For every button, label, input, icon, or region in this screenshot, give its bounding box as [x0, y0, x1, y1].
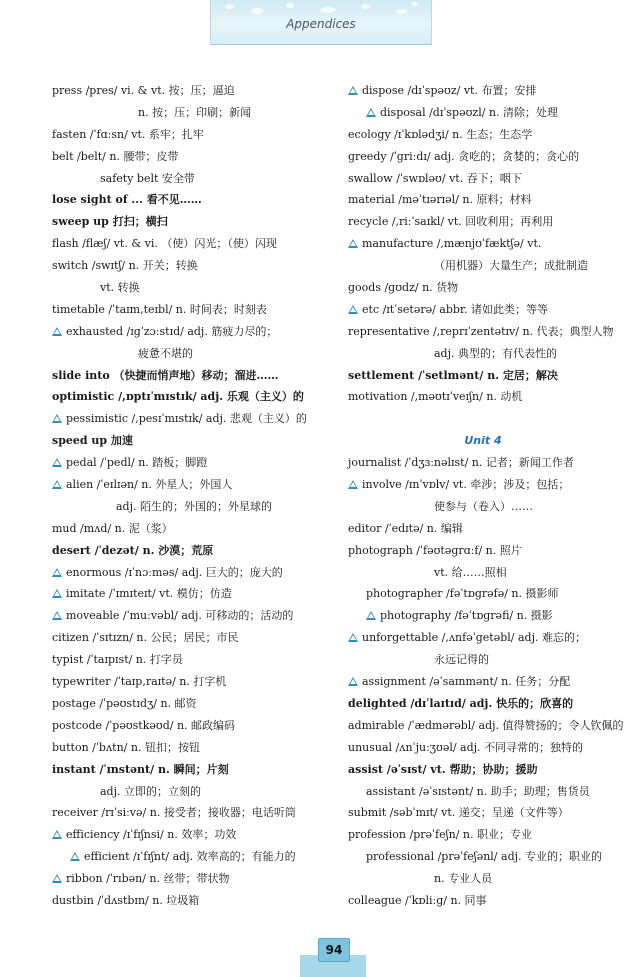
- vocab-entry-text: safety belt 安全带: [100, 171, 195, 185]
- vocab-entry: [52, 474, 322, 496]
- vocab-entry: [52, 124, 322, 146]
- vocab-entry-text: sweep up 打扫；横扫: [52, 215, 168, 229]
- vocab-entry: [52, 255, 322, 277]
- triangle-icon: [52, 611, 62, 620]
- vocab-entry: [348, 846, 618, 868]
- vocab-entry-text: slide into （快捷而悄声地）移动；溜进……: [52, 368, 279, 382]
- triangle-icon: [366, 611, 376, 620]
- vocab-entry-text: speed up 加速: [52, 434, 133, 448]
- bubble-decoration: [361, 4, 370, 9]
- vocab-entry-text: swallow /ˈswɒləʊ/ vt. 吞下；咽下: [348, 171, 522, 185]
- vocab-entry-text: motivation /,məʊtɪˈveɪʃn/ n. 动机: [348, 390, 523, 404]
- bubble-decoration: [286, 3, 294, 8]
- vocab-entry-text: n. 按；压；印刷；新闻: [138, 105, 252, 119]
- vocab-entry: [348, 408, 618, 430]
- vocab-entry: [348, 540, 618, 562]
- vocab-entry-text: alien /ˈeɪlɪən/ n. 外星人；外国人: [66, 478, 233, 492]
- vocab-entry: [52, 605, 322, 627]
- triangle-icon: [348, 86, 358, 95]
- vocab-entry: [348, 781, 618, 803]
- vocab-entry-text: lose sight of ... 看不见……: [52, 193, 202, 207]
- vocab-entry-text: flash /flæʃ/ vt. & vi. （使）闪光；（使）闪现: [52, 237, 277, 251]
- vocab-entry-text: exhausted /ɪgˈzɔːstɪd/ adj. 筋疲力尽的；: [66, 324, 278, 338]
- triangle-icon: [52, 589, 62, 598]
- vocab-entry: [52, 386, 322, 408]
- vocab-entry: [52, 518, 322, 540]
- vocab-entry: [348, 168, 618, 190]
- vocab-entry: [348, 518, 618, 540]
- vocab-entry-text: disposal /dɪˈspəʊzl/ n. 清除；处理: [380, 105, 558, 119]
- vocab-entry-text: ecology /ɪˈkɒlədʒi/ n. 生态；生态学: [348, 127, 533, 141]
- vocab-entry: [348, 562, 618, 584]
- vocab-entry-text: photographer /fəˈtɒgrəfə/ n. 摄影师: [366, 587, 559, 601]
- vocab-entry: [348, 299, 618, 321]
- left-column: [52, 80, 322, 912]
- vocab-entry-text: adj. 立即的；立刻的: [100, 784, 202, 798]
- vocab-entry-text: photography /fəˈtɒgrəfi/ n. 摄影: [380, 609, 553, 623]
- triangle-icon: [52, 830, 62, 839]
- vocab-entry-text: settlement /ˈsetlmənt/ n. 定居；解决: [348, 368, 558, 382]
- vocab-entry-text: submit /səbˈmɪt/ vt. 递交；呈递（文件等）: [348, 806, 569, 820]
- vocab-entry-text: goods /gʊdz/ n. 货物: [348, 281, 459, 295]
- bubble-decoration: [411, 2, 418, 6]
- vocab-entry-text: dispose /dɪˈspəʊz/ vt. 布置；安排: [362, 84, 537, 97]
- vocab-entry: [348, 474, 618, 496]
- vocab-entry-text: representative /,reprɪˈzentətɪv/ n. 代表；典型人物: [348, 324, 614, 338]
- vocab-entry-text: moveable /ˈmuːvəbl/ adj. 可移动的；活动的: [66, 609, 294, 623]
- vocab-entry: [348, 277, 618, 299]
- vocab-entry-text: adj. 典型的；有代表性的: [434, 346, 558, 360]
- vocab-entry-text: colleague /ˈkɒliːg/ n. 同事: [348, 893, 487, 907]
- bubble-decoration: [225, 4, 234, 9]
- vocab-entry-text: efficient /ɪˈfɪʃnt/ adj. 效率高的；有能力的: [84, 850, 296, 864]
- vocab-entry-text: belt /belt/ n. 腰带；皮带: [52, 149, 179, 163]
- vocab-entry: [52, 299, 322, 321]
- vocab-entry: [348, 124, 618, 146]
- vocab-entry: [52, 233, 322, 255]
- triangle-icon: [52, 327, 62, 336]
- vocab-entry-text: pedal /ˈpedl/ n. 踏板；脚蹬: [66, 456, 208, 470]
- vocab-entry: [348, 824, 618, 846]
- vocab-entry-text: pessimistic /,pesɪˈmɪstɪk/ adj. 悲观（主义）的: [66, 412, 307, 426]
- vocab-entry: [348, 452, 618, 474]
- vocab-entry: [52, 102, 322, 124]
- vocab-entry-text: involve /ɪnˈvɒlv/ vt. 牵涉；涉及；包括；: [362, 478, 570, 492]
- vocab-entry: [52, 343, 322, 365]
- triangle-icon: [348, 480, 358, 489]
- vocab-entry-text: 永远记得的: [434, 653, 489, 667]
- right-column: [348, 80, 624, 912]
- vocab-entry-text: n. 专业人员: [434, 872, 493, 886]
- vocab-entry: [348, 890, 618, 912]
- vocab-entry-text: typist /ˈtaɪpɪst/ n. 打字员: [52, 653, 183, 667]
- vocab-entry-text: photograph /ˈfəʊtəgrɑːf/ n. 照片: [348, 543, 522, 557]
- vocab-entry-text: timetable /ˈtaɪm,teɪbl/ n. 时间表；时刻表: [52, 302, 267, 316]
- unit-heading: [348, 430, 618, 452]
- triangle-icon: [52, 480, 62, 489]
- vocab-entry: [52, 583, 322, 605]
- triangle-icon: [52, 414, 62, 423]
- vocab-entry: [348, 802, 618, 824]
- vocab-entry-text: assist /əˈsɪst/ vt. 帮助；协助；援助: [348, 762, 538, 776]
- vocab-entry-text: instant /ˈɪnstənt/ n. 瞬间；片刻: [52, 762, 229, 776]
- vocab-entry: [52, 365, 322, 387]
- vocab-entry: [348, 365, 618, 387]
- vocab-entry: [52, 496, 322, 518]
- vocab-entry: [348, 255, 618, 277]
- vocab-entry-text: unforgettable /,ʌnfəˈgetəbl/ adj. 难忘的；: [362, 631, 586, 645]
- vocab-entry: [52, 671, 322, 693]
- triangle-icon: [348, 239, 358, 248]
- vocab-entry: [52, 80, 322, 102]
- vocab-entry: [52, 737, 322, 759]
- bubble-decoration: [251, 8, 263, 14]
- vocab-entry-text: journalist /ˈdʒɜːnəlɪst/ n. 记者；新闻工作者: [348, 456, 574, 470]
- vocab-entry: [52, 189, 322, 211]
- vocab-entry-text: recycle /,riːˈsaɪkl/ vt. 回收利用；再利用: [348, 215, 554, 229]
- vocab-entry: [52, 408, 322, 430]
- vocab-entry-text: citizen /ˈsɪtɪzn/ n. 公民；居民；市民: [52, 631, 239, 645]
- vocab-entry-text: typewriter /ˈtaɪp,raɪtə/ n. 打字机: [52, 675, 227, 689]
- vocab-entry: [52, 802, 322, 824]
- triangle-icon: [52, 568, 62, 577]
- bubble-decoration: [396, 9, 407, 14]
- vocab-entry: [52, 146, 322, 168]
- triangle-icon: [52, 874, 62, 883]
- vocab-entry: [348, 649, 618, 671]
- vocab-entry: [52, 540, 322, 562]
- vocab-entry: [52, 846, 322, 868]
- bubble-decoration: [321, 7, 335, 13]
- vocab-entry-text: material /məˈtɪərɪəl/ n. 原料；材料: [348, 193, 532, 207]
- vocab-entry: [348, 321, 618, 343]
- vocab-entry-text: 疲惫不堪的: [138, 346, 193, 360]
- vocab-entry-text: unusual /ʌnˈjuːʒʊəl/ adj. 不同寻常的；独特的: [348, 740, 584, 754]
- vocab-entry-text: vt. 给……照相: [434, 565, 507, 579]
- vocab-entry: [348, 343, 618, 365]
- vocab-entry: [52, 715, 322, 737]
- vocab-entry-text: desert /ˈdezət/ n. 沙漠；荒原: [52, 543, 214, 557]
- vocab-entry-text: greedy /ˈgriːdɪ/ adj. 贪吃的；贪婪的；贪心的: [348, 149, 580, 163]
- vocab-entry: [52, 693, 322, 715]
- vocab-entry-text: postage /ˈpəʊstɪdʒ/ n. 邮资: [52, 696, 197, 710]
- vocab-entry: [348, 737, 618, 759]
- vocab-entry-text: profession /prəˈfeʃn/ n. 职业；专业: [348, 828, 532, 842]
- vocab-entry: [348, 386, 618, 408]
- vocab-entry: [348, 146, 618, 168]
- vocab-entry: [52, 321, 322, 343]
- vocab-entry: [52, 781, 322, 803]
- vocab-entry-text: adj. 陌生的；外国的；外星球的: [116, 499, 273, 513]
- vocab-entry: [348, 693, 618, 715]
- vocab-entry: [52, 211, 322, 233]
- vocab-entry: [52, 277, 322, 299]
- vocab-entry-text: admirable /ˈædmərəbl/ adj. 值得赞扬的；令人钦佩的: [348, 718, 624, 732]
- vocab-entry-text: assistant /əˈsɪstənt/ n. 助手；助理；售货员: [366, 784, 590, 798]
- vocab-entry-text: fasten /ˈfɑːsn/ vt. 系牢；扎牢: [52, 127, 204, 141]
- section-title: Appendices: [286, 17, 356, 31]
- vocab-entry: [52, 430, 322, 452]
- vocab-entry-text: postcode /ˈpəʊstkəʊd/ n. 邮政编码: [52, 718, 236, 732]
- vocab-entry-text: press /pres/ vi. & vt. 按；压；逼迫: [52, 84, 235, 97]
- vocab-entry-text: mud /mʌd/ n. 泥（浆）: [52, 521, 173, 535]
- triangle-icon: [348, 305, 358, 314]
- triangle-icon: [70, 852, 80, 861]
- vocab-entry: [348, 868, 618, 890]
- vocab-entry-text: etc /ɪtˈsetərə/ abbr. 诸如此类；等等: [362, 302, 548, 316]
- vocab-entry-text: dustbin /ˈdʌstbɪn/ n. 垃圾箱: [52, 893, 200, 907]
- vocab-entry-text: imitate /ˈɪmɪteɪt/ vt. 模仿；仿造: [66, 587, 232, 601]
- vocab-entry-text: editor /ˈedɪtə/ n. 编辑: [348, 521, 463, 535]
- vocab-entry: [348, 715, 624, 737]
- page-number: 94: [318, 938, 350, 962]
- vocab-entry: [52, 868, 322, 890]
- vocab-entry-text: professional /prəˈfeʃənl/ adj. 专业的；职业的: [366, 850, 603, 864]
- vocab-entry: [52, 452, 322, 474]
- vocab-entry-text: enormous /ɪˈnɔːməs/ adj. 巨大的；庞大的: [66, 565, 283, 579]
- vocab-entry-text: ribbon /ˈrɪbən/ n. 丝带；带状物: [66, 872, 230, 886]
- vocab-entry-text: 使参与（卷入）……: [434, 499, 533, 513]
- vocab-entry-text: switch /swɪtʃ/ n. 开关；转换: [52, 259, 198, 273]
- vocab-entry: [348, 627, 618, 649]
- vocab-entry-text: assignment /əˈsaɪnmənt/ n. 任务；分配: [362, 675, 571, 689]
- vocab-entry-text: manufacture /,mænjʊˈfæktʃə/ vt.: [362, 237, 542, 251]
- vocab-entry-text: efficiency /ɪˈfɪʃnsi/ n. 效率；功效: [66, 828, 237, 842]
- vocab-entry-text: vt. 转换: [100, 281, 140, 295]
- vocab-entry: [348, 759, 618, 781]
- triangle-icon: [348, 633, 358, 642]
- vocab-entry-text: receiver /rɪˈsiːvə/ n. 接受者；接收器；电话听筒: [52, 806, 296, 820]
- vocab-entry: [52, 649, 322, 671]
- vocab-entry: [52, 824, 322, 846]
- vocab-entry: [348, 211, 618, 233]
- triangle-icon: [366, 108, 376, 117]
- vocab-entry: [348, 605, 618, 627]
- vocab-entry-text: delighted /dɪˈlaɪtɪd/ adj. 快乐的；欣喜的: [348, 696, 574, 710]
- vocab-entry: [348, 189, 618, 211]
- vocab-entry: [52, 168, 322, 190]
- vocab-entry: [52, 562, 322, 584]
- header-band: [210, 0, 432, 45]
- vocab-entry: [52, 759, 322, 781]
- vocab-entry: [348, 102, 618, 124]
- vocab-entry: [348, 80, 618, 102]
- vocab-entry-text: button /ˈbʌtn/ n. 钮扣；按钮: [52, 740, 200, 754]
- triangle-icon: [52, 458, 62, 467]
- triangle-icon: [348, 677, 358, 686]
- vocab-entry: [52, 627, 322, 649]
- vocab-entry: [348, 583, 618, 605]
- vocab-entry: [348, 233, 618, 255]
- vocab-entry-text: （用机器）大量生产；成批制造: [434, 259, 588, 273]
- vocab-entry: [52, 890, 322, 912]
- vocab-entry: [348, 496, 618, 518]
- vocab-entry-text: optimistic /,ɒptɪˈmɪstɪk/ adj. 乐观（主义）的: [52, 390, 304, 404]
- vocab-entry: [348, 671, 618, 693]
- vocab-entry-text: Unit 4: [464, 434, 502, 448]
